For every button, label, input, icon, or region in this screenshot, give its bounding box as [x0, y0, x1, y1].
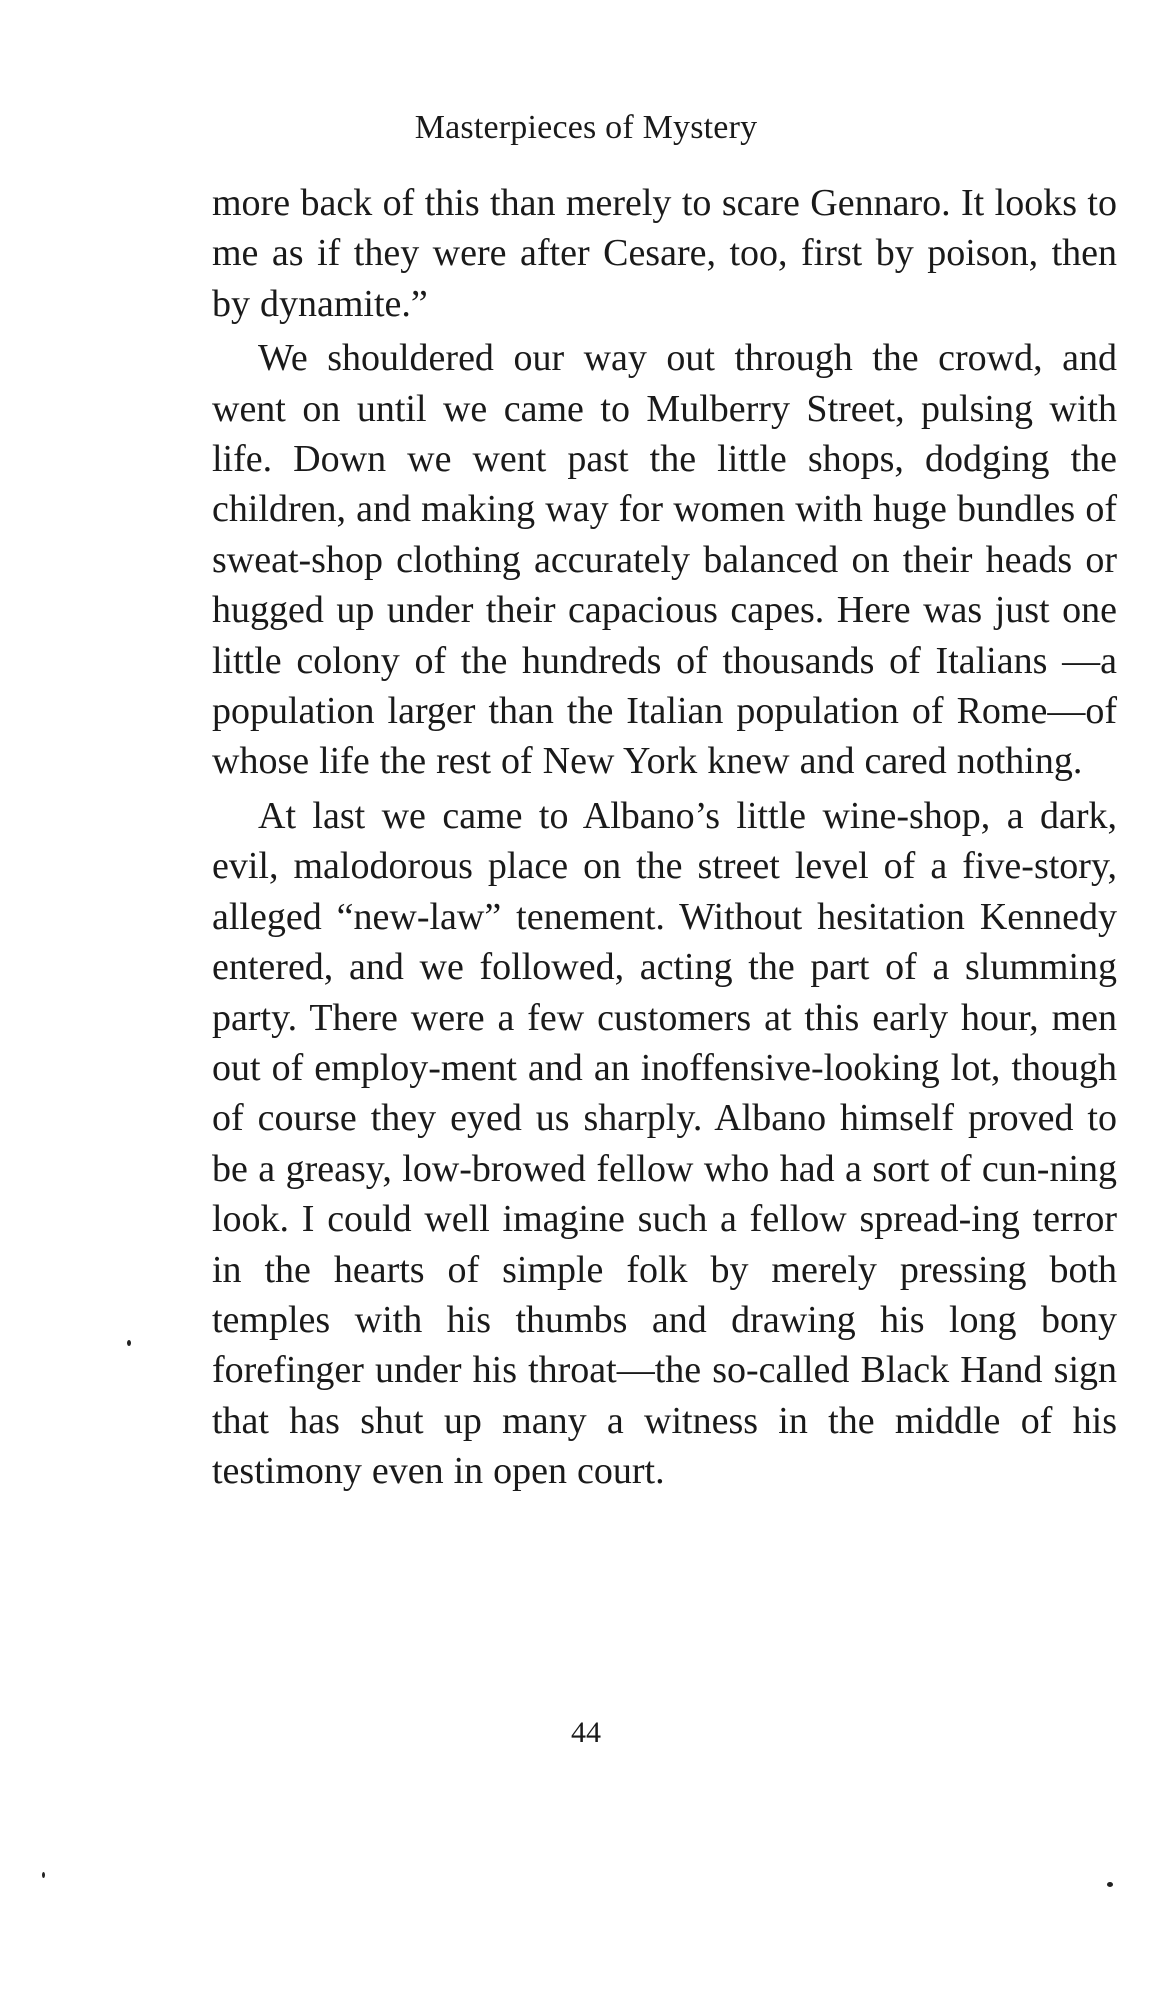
- scan-speck: [1107, 1882, 1113, 1887]
- scan-speck: [42, 1872, 45, 1878]
- paragraph-3: At last we came to Albano’s little wine-shop, a dark, evil, malodorous place on the street level of a five-story, alleged “new-law” tenement. Without hesitation Kennedy entered, and we followed, acting the part of a slumming party. There were a few customers at this early hour, men out of employ-ment and an inoffensive-looking lot, though of course they eyed us sharply. Albano himself proved to be a greasy, low-browed fellow who had a sort of cun-ning look. I could well imagine such a fellow spread-ing terror in the hearts of simple folk by merely pressing both temples with his thumbs and drawing his long bony forefinger under his throat—the so-called Black Hand sign that has shut up many a witness in the middle of his testimony even in open court.: [212, 794, 1117, 1493]
- body-text: [212, 178, 1117, 1497]
- paragraph-1: more back of this than merely to scare Gennaro. It looks to me as if they were after Cesare, too, first by poison, then by dynamite.”: [212, 182, 1117, 325]
- running-head: Masterpieces of Mystery: [414, 109, 758, 146]
- paragraph-2: We shouldered our way out through the crowd, and went on until we came to Mulberry Street, pulsing with life. Down we went past the little shops, dodging the children, and making way for women with huge bundles of sweat-shop clothing accurately balanced on their heads or hugged up under their capacious capes. Here was just one little colony of the hundreds of thousands of Italians —a population larger than the Italian population of Rome—of whose life the rest of New York knew and cared nothing.: [212, 337, 1117, 783]
- page-number: 44: [571, 1716, 601, 1749]
- scan-speck: [127, 1340, 131, 1346]
